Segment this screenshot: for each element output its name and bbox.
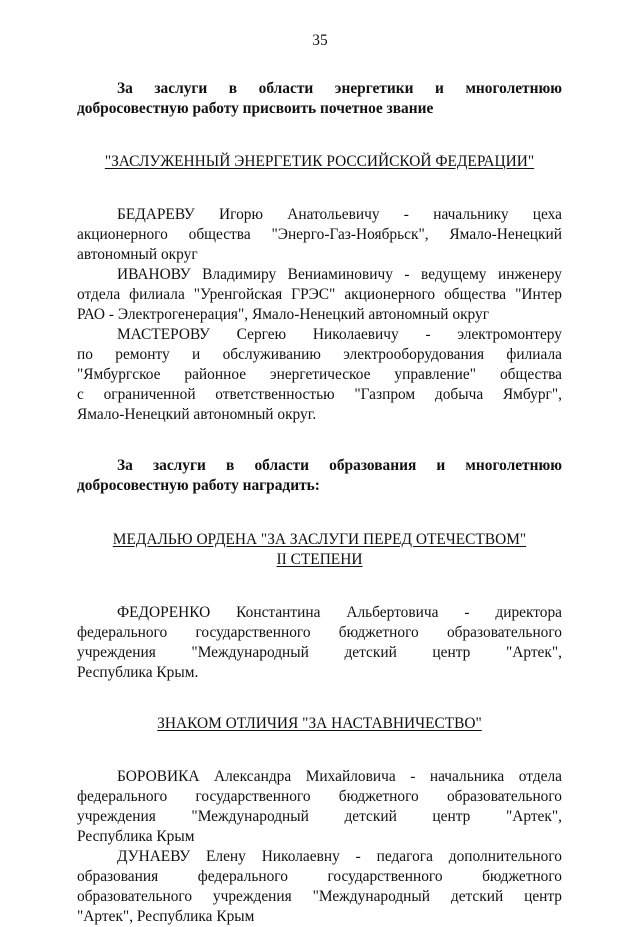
decree-section-education <box>77 456 562 683</box>
entry-line: БОРОВИКА Александра Михайловича - начальника отдела <box>117 768 562 785</box>
award-recipient <box>77 847 562 927</box>
award-recipient <box>77 205 562 265</box>
decree-section-mentorship <box>77 714 562 927</box>
entry-line: федерального государственного бюджетного образовательного <box>77 788 562 805</box>
decree-section-energy <box>77 79 562 425</box>
entry-line: "Ямбургское районное энергетическое управление" общества <box>77 366 562 383</box>
entry-line: отдела филиала "Уренгойская ГРЭС" акционерного общества "Интер <box>77 286 562 303</box>
section-intro <box>77 456 562 496</box>
award-title <box>77 714 562 734</box>
entry-line: ИВАНОВУ Владимиру Вениаминовичу - ведущему инженеру <box>117 266 562 283</box>
entry-line: БЕДАРЕВУ Игорю Анатольевичу - начальнику цеха <box>117 206 562 223</box>
entry-line: МАСТЕРОВУ Сергею Николаевичу - электромонтеру <box>117 326 562 343</box>
entry-line: акционерного общества "Энерго-Газ-Ноябрьск", Ямало-Ненецкий <box>77 226 562 243</box>
intro-line: добросовестную работу наградить: <box>77 477 320 494</box>
page-number: 35 <box>312 32 328 49</box>
award-title-line: "ЗАСЛУЖЕННЫЙ ЭНЕРГЕТИК РОССИЙСКОЙ ФЕДЕРАЦИИ" <box>104 153 535 170</box>
award-recipient <box>77 265 562 325</box>
entry-line: Республика Крым <box>77 828 195 845</box>
entry-line: учреждения "Международный детский центр "Артек", <box>77 808 562 825</box>
entry-line: федерального государственного бюджетного образовательного <box>77 624 562 641</box>
intro-line: За заслуги в области энергетики и многолетнюю <box>117 80 562 97</box>
entry-line: учреждения "Международный детский центр "Артек", <box>77 644 562 661</box>
award-recipient <box>77 603 562 683</box>
award-recipient <box>77 325 562 425</box>
award-title-line: II СТЕПЕНИ <box>276 551 363 568</box>
intro-line: За заслуги в области образования и многолетнюю <box>117 457 562 474</box>
section-intro <box>77 79 562 119</box>
entry-line: Ямало-Ненецкий автономный округ. <box>77 406 317 423</box>
award-title <box>77 152 562 172</box>
entry-line: образования федерального государственного бюджетного <box>77 868 562 885</box>
entry-line: с ограниченной ответственностью "Газпром добыча Ямбург", <box>77 386 562 403</box>
award-title-line: ЗНАКОМ ОТЛИЧИЯ "ЗА НАСТАВНИЧЕСТВО" <box>157 715 482 732</box>
entry-line: "Артек", Республика Крым <box>77 908 255 925</box>
award-title-line: МЕДАЛЬЮ ОРДЕНА "ЗА ЗАСЛУГИ ПЕРЕД ОТЕЧЕСТВОМ" <box>112 531 527 548</box>
award-title <box>77 530 562 570</box>
award-recipient <box>77 767 562 847</box>
intro-line: добросовестную работу присвоить почетное звание <box>77 100 434 117</box>
entry-line: автономный округ <box>77 246 198 263</box>
entry-line: ФЕДОРЕНКО Константина Альбертовича - директора <box>117 604 562 621</box>
entry-line: образовательного учреждения "Международный детский центр <box>77 888 562 905</box>
entry-line: по ремонту и обслуживанию электрооборудования филиала <box>77 346 562 363</box>
entry-line: РАО - Электрогенерация", Ямало-Ненецкий автономный округ <box>77 306 490 323</box>
document-body <box>77 79 562 927</box>
entry-line: ДУНАЕВУ Елену Николаевну - педагога дополнительного <box>117 848 562 865</box>
entry-line: Республика Крым. <box>77 664 199 681</box>
